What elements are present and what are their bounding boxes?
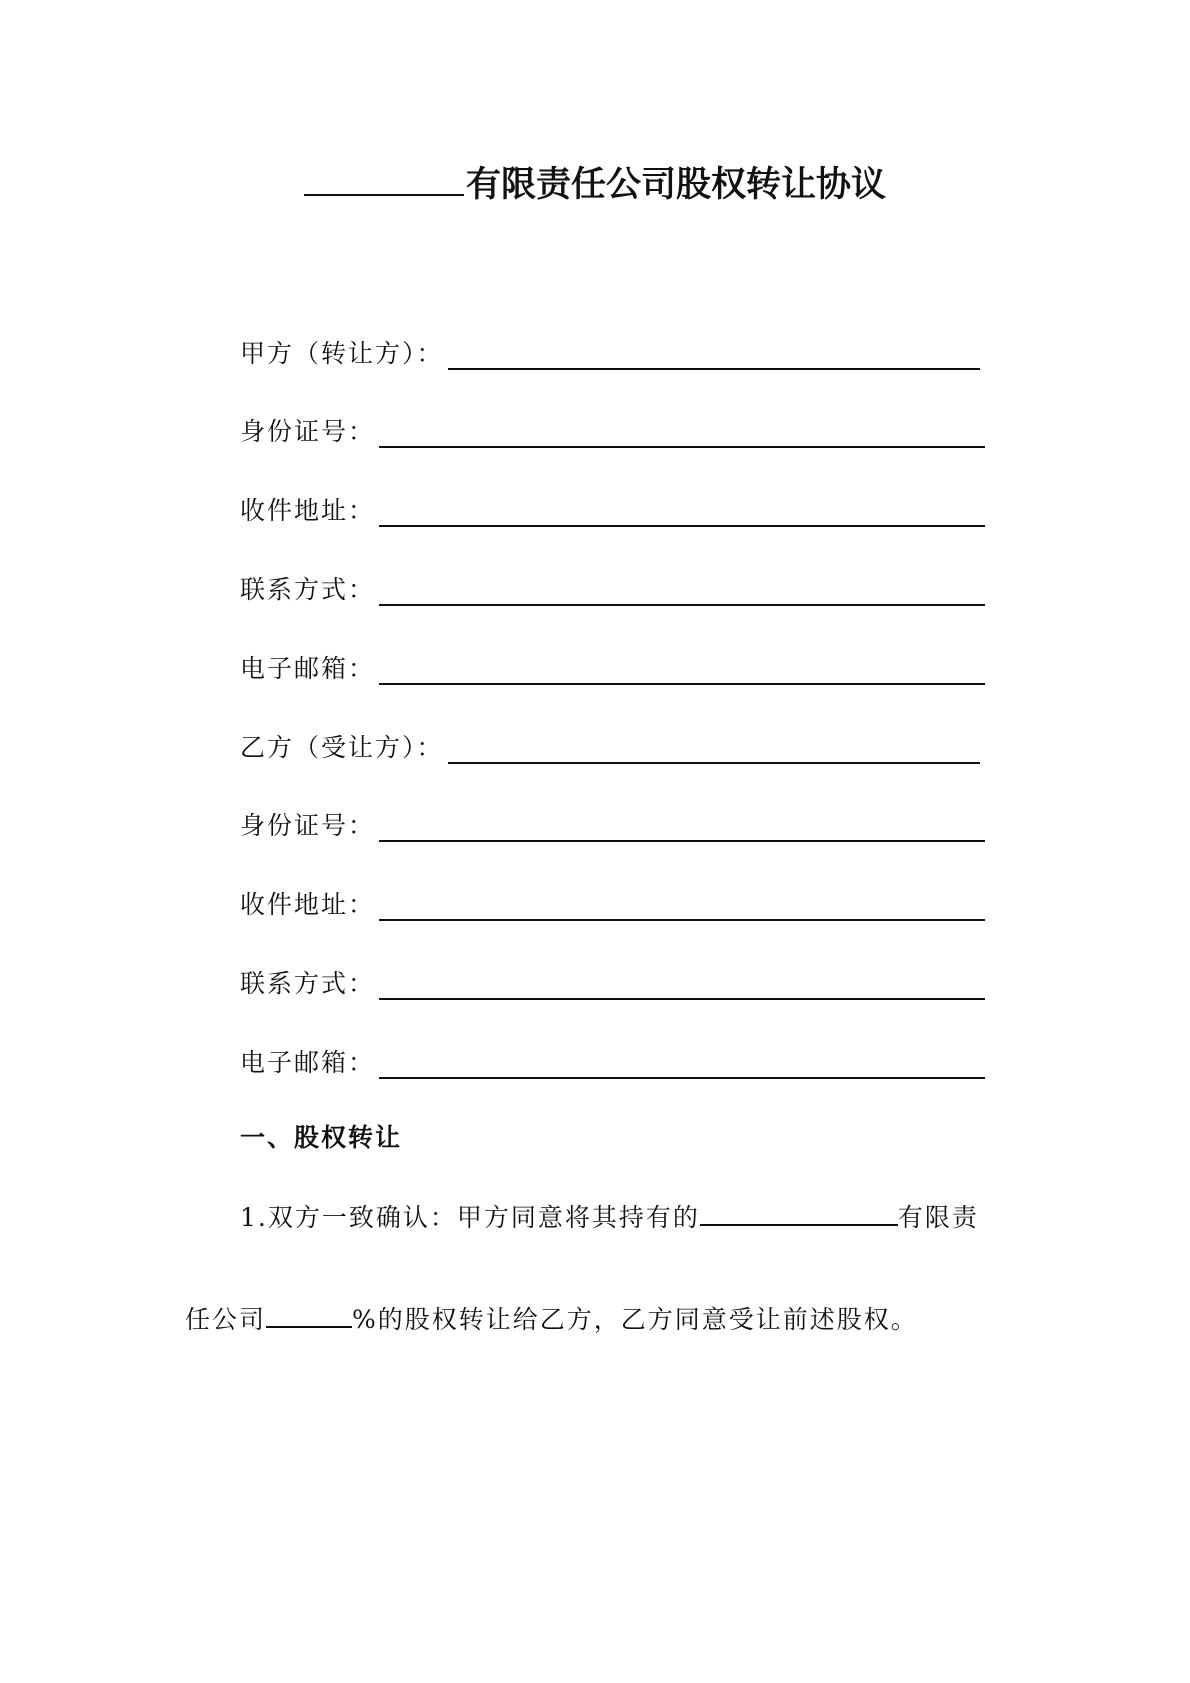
clause-1-company-blank[interactable]: [700, 1200, 898, 1226]
party-b-row: [240, 724, 980, 764]
party-a-email-label: 电子邮箱：: [240, 654, 376, 683]
party-b-label: 乙方（受让方）：: [240, 733, 444, 762]
party-b-contact-label: 联系方式：: [240, 969, 376, 998]
party-b-address-blank[interactable]: [379, 893, 985, 921]
party-a-id-blank[interactable]: [379, 420, 985, 448]
party-b-email-label: 电子邮箱：: [240, 1048, 376, 1077]
party-b-address-label: 收件地址：: [240, 890, 376, 919]
party-b-id-label: 身份证号：: [240, 811, 376, 840]
party-b-name-blank[interactable]: [448, 736, 980, 764]
party-b-contact-row: [240, 960, 985, 1000]
party-a-email-blank[interactable]: [379, 657, 985, 685]
document-title: [0, 160, 1190, 210]
party-a-id-row: [240, 408, 985, 448]
party-a-id-label: 身份证号：: [240, 417, 376, 446]
party-b-email-row: [240, 1039, 985, 1079]
party-b-address-row: [240, 881, 985, 921]
party-a-address-row: [240, 487, 985, 527]
clause-1-part2: 有限责: [897, 1203, 979, 1232]
clause-1-percentage-blank[interactable]: [266, 1302, 352, 1328]
party-a-address-blank[interactable]: [379, 499, 985, 527]
party-b-id-blank[interactable]: [379, 814, 985, 842]
party-b-id-row: [240, 802, 985, 842]
clause-1-part4: %的股权转让给乙方，乙方同意受让前述股权。: [352, 1305, 918, 1334]
company-name-blank[interactable]: [304, 160, 464, 196]
title-text: 有限责任公司股权转让协议: [465, 165, 886, 205]
party-b-email-blank[interactable]: [379, 1051, 985, 1079]
party-b-contact-blank[interactable]: [379, 972, 985, 1000]
party-a-name-blank[interactable]: [448, 342, 980, 370]
clause-1-part3: 任公司: [185, 1305, 267, 1334]
clause-1-line-1: [240, 1200, 979, 1234]
party-a-contact-label: 联系方式：: [240, 575, 376, 604]
party-a-row: [240, 330, 980, 370]
clause-1-part1: 1.双方一致确认：甲方同意将其持有的: [240, 1203, 700, 1232]
party-a-label: 甲方（转让方）：: [240, 339, 444, 368]
party-a-email-row: [240, 645, 985, 685]
party-a-contact-row: [240, 566, 985, 606]
party-a-address-label: 收件地址：: [240, 496, 376, 525]
clause-1-line-2: [185, 1302, 918, 1336]
section-heading: 一、股权转让: [240, 1123, 403, 1152]
party-a-contact-blank[interactable]: [379, 578, 985, 606]
